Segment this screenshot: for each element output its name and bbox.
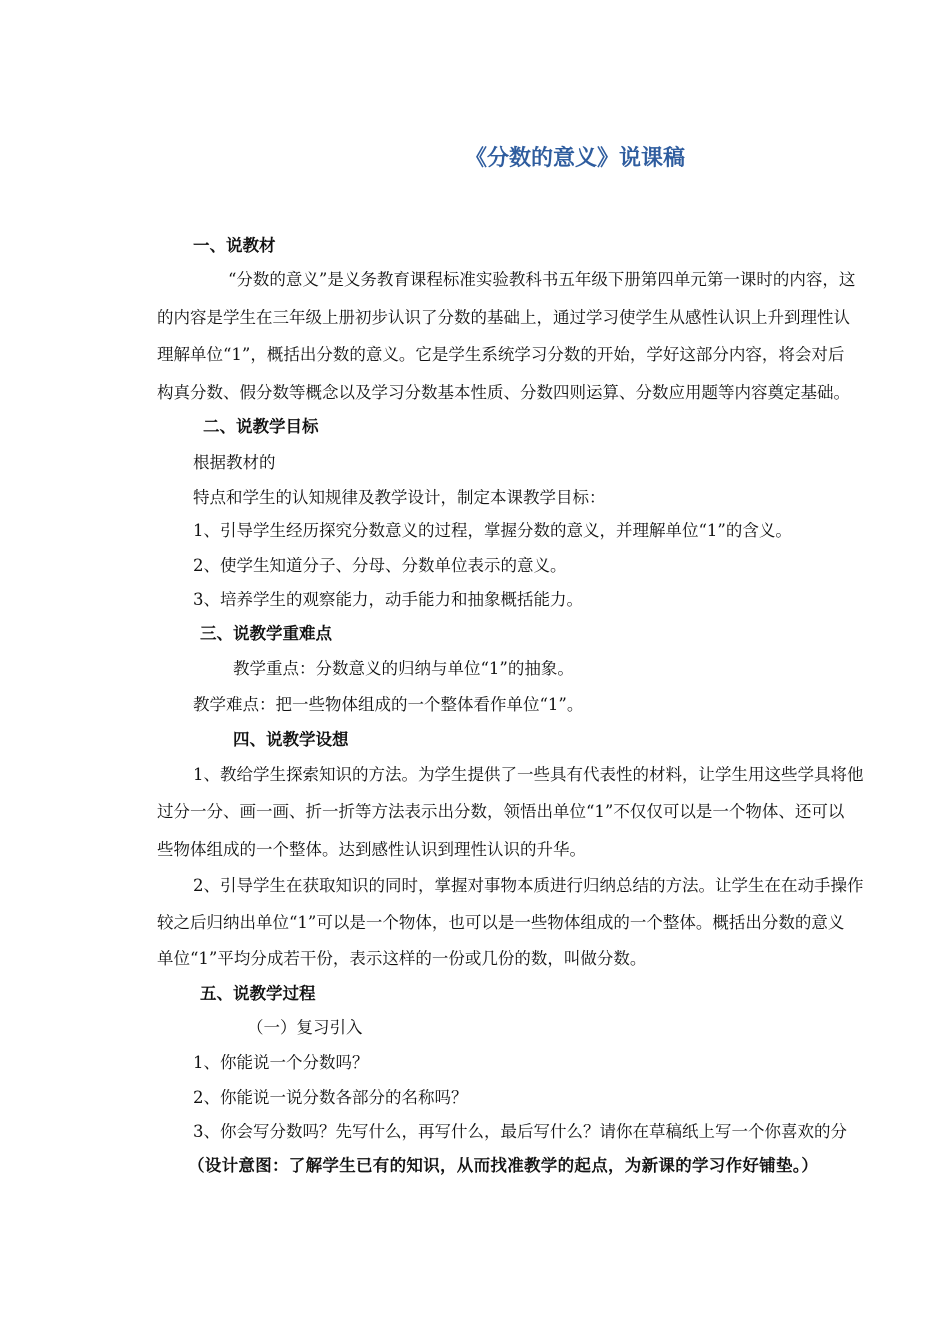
list-item: 2、你能说一说分数各部分的名称吗？ [193,1088,468,1107]
list-item: 1、你能说一个分数吗？ [193,1053,369,1072]
paragraph-line: 特点和学生的认知规律及教学设计，制定本课教学目标： [193,488,606,507]
paragraph-line: 教学难点：把一些物体组成的一个整体看作单位“1”。 [193,695,584,714]
paragraph-line: 构真分数、假分数等概念以及学习分数基本性质、分数四则运算、分数应用题等内容奠定基础。 [157,383,850,402]
paragraph-line: 理解单位“1”，概括出分数的意义。它是学生系统学习分数的开始，学好这部分内容，将会对后 [157,345,845,364]
section-heading-2: 二、说教学目标 [203,417,319,436]
paragraph-line: 过分一分、画一画、折一折等方法表示出分数，领悟出单位“1”不仅仅可以是一个物体、还可以 [157,802,845,821]
list-item: 3、培养学生的观察能力，动手能力和抽象概括能力。 [193,590,583,609]
list-item: 2、使学生知道分子、分母、分数单位表示的意义。 [193,556,567,575]
section-heading-1: 一、说教材 [193,236,276,255]
section-heading-4: 四、说教学设想 [233,730,349,749]
paragraph-line: 的内容是学生在三年级上册初步认识了分数的基础上，通过学习使学生从感性认识上升到理性认 [157,308,850,327]
paragraph-line: 2、引导学生在获取知识的同时，掌握对事物本质进行归纳总结的方法。让学生在在动手操作 [193,876,864,895]
paragraph-line: 教学重点：分数意义的归纳与单位“1”的抽象。 [233,659,574,678]
paragraph-line: 些物体组成的一个整体。达到感性认识到理性认识的升华。 [157,840,586,859]
section-heading-3: 三、说教学重难点 [200,624,332,643]
paragraph-line: 1、教给学生探索知识的方法。为学生提供了一些具有代表性的材料，让学生用这些学具将他 [193,765,864,784]
sub-heading: （一）复习引入 [247,1018,363,1037]
paragraph-line: 较之后归纳出单位“1”可以是一个物体，也可以是一些物体组成的一个整体。概括出分数的意义 [157,913,845,932]
page-title: 《分数的意义》说课稿 [464,146,685,171]
paragraph-line: 单位“1”平均分成若干份，表示这样的一份或几份的数，叫做分数。 [157,949,647,968]
design-intent: （设计意图：了解学生已有的知识，从而找准教学的起点，为新课的学习作好铺垫。） [188,1156,819,1175]
list-item: 1、引导学生经历探究分数意义的过程，掌握分数的意义，并理解单位“1”的含义。 [193,521,792,540]
section-heading-5: 五、说教学过程 [200,984,316,1003]
list-item: 3、你会写分数吗？先写什么，再写什么，最后写什么？请你在草稿纸上写一个你喜欢的分 [193,1122,847,1141]
paragraph-line: 根据教材的 [193,453,276,472]
paragraph-line: “分数的意义”是义务教育课程标准实验教科书五年级下册第四单元第一课时的内容，这 [228,270,856,289]
